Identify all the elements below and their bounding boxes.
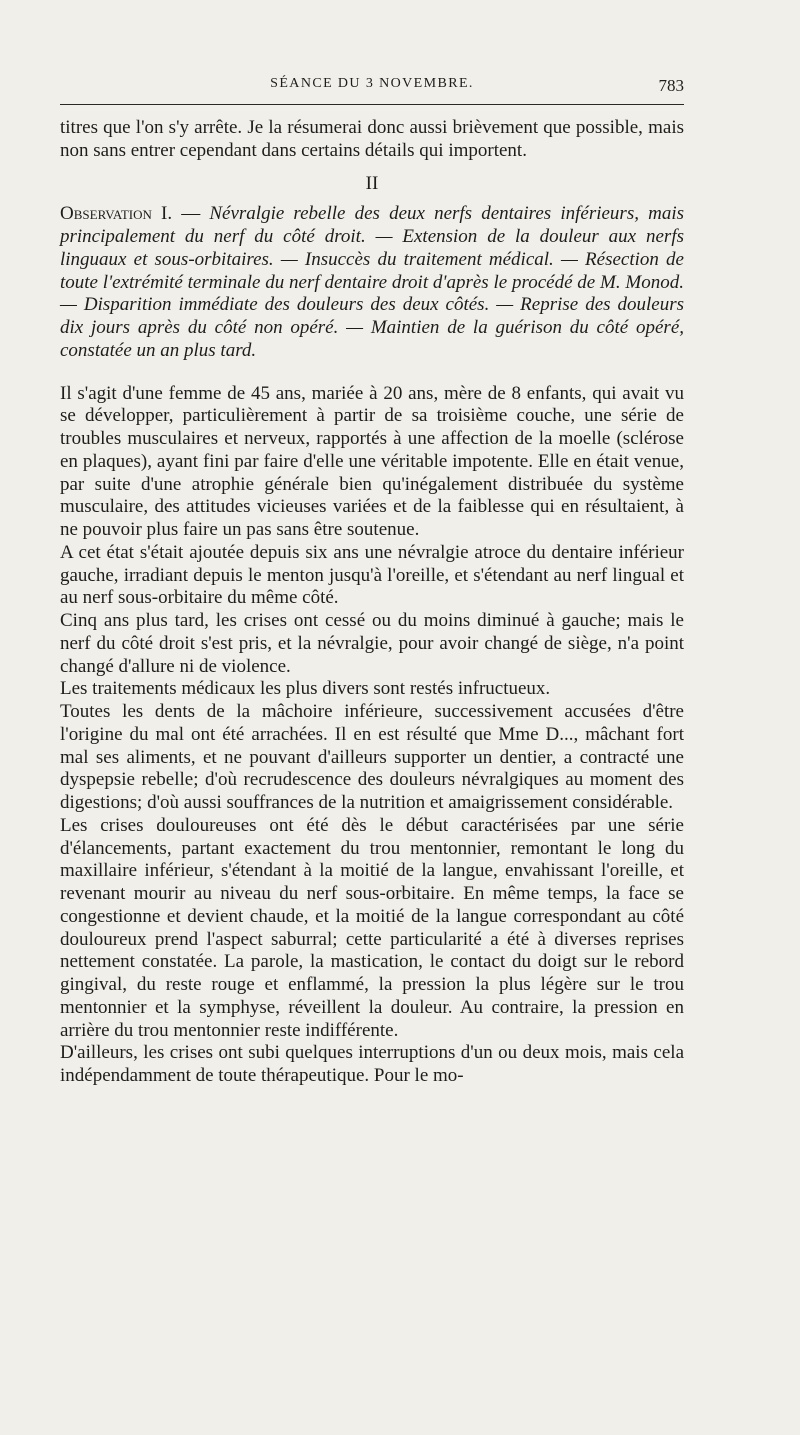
paragraph-teeth-extracted: Toutes les dents de la mâchoire inférieure, successivement accusées d'être l'origine du mal ont été arrachées. Il en est résulté que Mme D..., mâchant fort mal ses aliments, et ne pouvant d'ailleurs supporter un dentier, a contracté une dyspepsie rebelle; d'où recrudescence des douleurs névralgiques au moment des digestions; d'où aussi souffrances de la nutrition et amaigrissement considérable.: [60, 701, 684, 813]
running-title: SÉANCE DU 3 NOVEMBRE.: [270, 76, 474, 91]
book-page: [60, 72, 684, 1088]
paragraph-five-years-later: Cinq ans plus tard, les crises ont cessé ou du moins diminué à gauche; mais le nerf du côté droit s'est pris, et la névralgie, pour avoir changé de siège, n'a point changé d'allure ni de violence.: [60, 610, 684, 677]
body-text: [60, 383, 684, 1088]
page-number: 783: [658, 76, 684, 95]
paragraph-interruptions: D'ailleurs, les crises ont subi quelques interruptions d'un ou deux mois, mais cela indépendamment de toute thérapeutique. Pour le mo-: [60, 1042, 684, 1086]
observation-heading: [60, 203, 684, 362]
paragraph-neuralgia-onset: A cet état s'était ajoutée depuis six ans une névralgie atroce du dentaire inférieur gauche, irradiant depuis le menton jusqu'à l'oreille, et s'étendant au nerf lingual et au nerf sous-orbitaire du même côté.: [60, 541, 684, 609]
intro-paragraph: titres que l'on s'y arrête. Je la résumerai donc aussi brièvement que possible, mais non sans entrer cependant dans certains détails qui importent.: [60, 117, 684, 161]
running-head: [60, 72, 684, 102]
section-number: II: [365, 172, 379, 194]
observation-separator: —: [172, 203, 210, 225]
observation-label: Observation I.: [60, 203, 173, 225]
header-rule: [60, 104, 684, 105]
paragraph-crises-description: Les crises douloureuses ont été dès le début caractérisées par une série d'élancements, partant exactement du trou mentonnier, remontant le long du maxillaire inférieur, s'étendant à la moitié de la langue, envahissant l'oreille, et revenant mourir au niveau du nerf sous-orbitaire. En même temps, la face se congestionne et devient chaude, et la moitié de la langue correspondant au côté douloureux prend l'aspect saburral; cette particularité a été à diverses reprises nettement constatée. La parole, la mastication, le contact du doigt sur le rebord gingival, du reste rouge et enflammé, la pression la plus légère sur le trou mentonnier et la symphyse, réveillent la douleur. Au contraire, la pression en arrière du trou mentonnier reste indifférente.: [60, 814, 684, 1041]
paragraph-treatments: Les traitements médicaux les plus divers sont restés infructueux.: [60, 678, 551, 700]
observation-title: Névralgie rebelle des deux nerfs dentaires inférieurs, mais principalement du nerf du côté droit. — Extension de la douleur aux nerfs linguaux et sous-orbitaires. — Insuccès du traitement médical. — Résection de toute l'extrémité terminale du nerf dentaire droit d'après le procédé de M. Monod. — Disparition immédiate des douleurs des deux côtés. — Reprise des douleurs dix jours après du côté non opéré. — Maintien de la guérison du côté opéré, constatée un an plus tard.: [60, 203, 684, 361]
paragraph-patient-history: Il s'agit d'une femme de 45 ans, mariée à 20 ans, mère de 8 enfants, qui avait vu se développer, particulièrement à partir de sa troisième couche, une série de troubles musculaires et nerveux, rapportés à une affection de la moelle (sclérose en plaques), ayant fini par faire d'elle une véritable impotente. Elle en était venue, par suite d'une atrophie générale bien qu'inégalement distribuée du système musculaire, des attitudes vicieuses variées et de la faiblesse qui en résultaient, à ne pouvoir plus faire un pas sans être soutenue.: [60, 382, 684, 540]
